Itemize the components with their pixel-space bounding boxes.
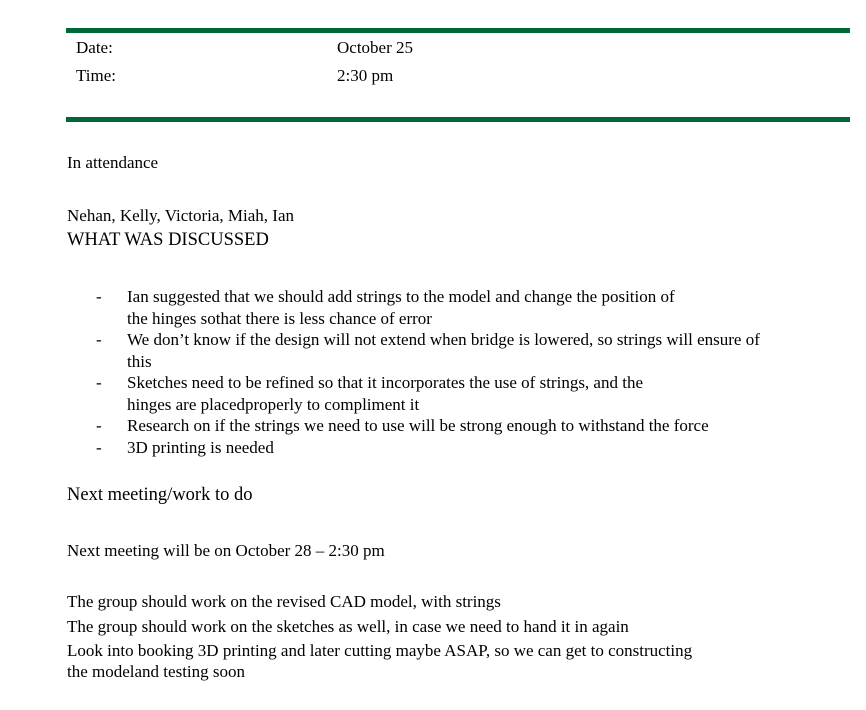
list-item-line: Sketches need to be refined so that it incorporates the use of strings, and the bbox=[127, 373, 643, 392]
list-item-line: 3D printing is needed bbox=[127, 437, 274, 457]
task-item: The group should work on the revised CAD model, with strings bbox=[67, 592, 501, 611]
list-item bbox=[92, 415, 832, 437]
header-top-rule bbox=[66, 28, 850, 33]
bullet-dash: - bbox=[96, 373, 102, 392]
list-item-line: Ian suggested that we should add strings to the model and change the position of bbox=[127, 287, 675, 306]
date-value: October 25 bbox=[337, 38, 414, 57]
bullet-dash: - bbox=[96, 416, 102, 435]
list-item-line: We don’t know if the design will not extend when bridge is lowered, so strings will ensure of bbox=[127, 330, 760, 349]
header-bottom-rule bbox=[66, 117, 850, 122]
attendance-names: Nehan, Kelly, Victoria, Miah, Ian bbox=[67, 206, 294, 225]
discussed-heading: WHAT WAS DISCUSSED bbox=[67, 230, 269, 250]
attendance-heading: In attendance bbox=[67, 153, 159, 172]
list-item bbox=[92, 329, 832, 372]
time-label: Time: bbox=[76, 66, 117, 85]
list-item bbox=[92, 372, 832, 415]
list-item-line: Research on if the strings we need to use will be strong enough to withstand the force bbox=[127, 416, 709, 435]
list-item-line: hinges are placedproperly to compliment it bbox=[127, 394, 420, 414]
next-heading: Next meeting/work to do bbox=[67, 485, 253, 505]
list-item bbox=[92, 286, 832, 329]
date-label: Date: bbox=[76, 38, 113, 57]
bullet-dash: - bbox=[96, 287, 102, 306]
list-item-line: this bbox=[127, 351, 152, 371]
list-item bbox=[92, 437, 832, 459]
task-item: The group should work on the sketches as well, in case we need to hand it in again bbox=[67, 617, 629, 636]
discussion-list bbox=[92, 286, 832, 458]
next-meeting-text: Next meeting will be on October 28 – 2:30 pm bbox=[67, 541, 385, 560]
list-item-line: the hinges sothat there is less chance of error bbox=[127, 308, 432, 328]
bullet-dash: - bbox=[96, 437, 102, 457]
task-item-continued: the modeland testing soon bbox=[67, 662, 246, 681]
bullet-dash: - bbox=[96, 330, 102, 349]
task-item: Look into booking 3D printing and later cutting maybe ASAP, so we can get to constructing bbox=[67, 641, 693, 660]
time-value: 2:30 pm bbox=[337, 66, 394, 85]
